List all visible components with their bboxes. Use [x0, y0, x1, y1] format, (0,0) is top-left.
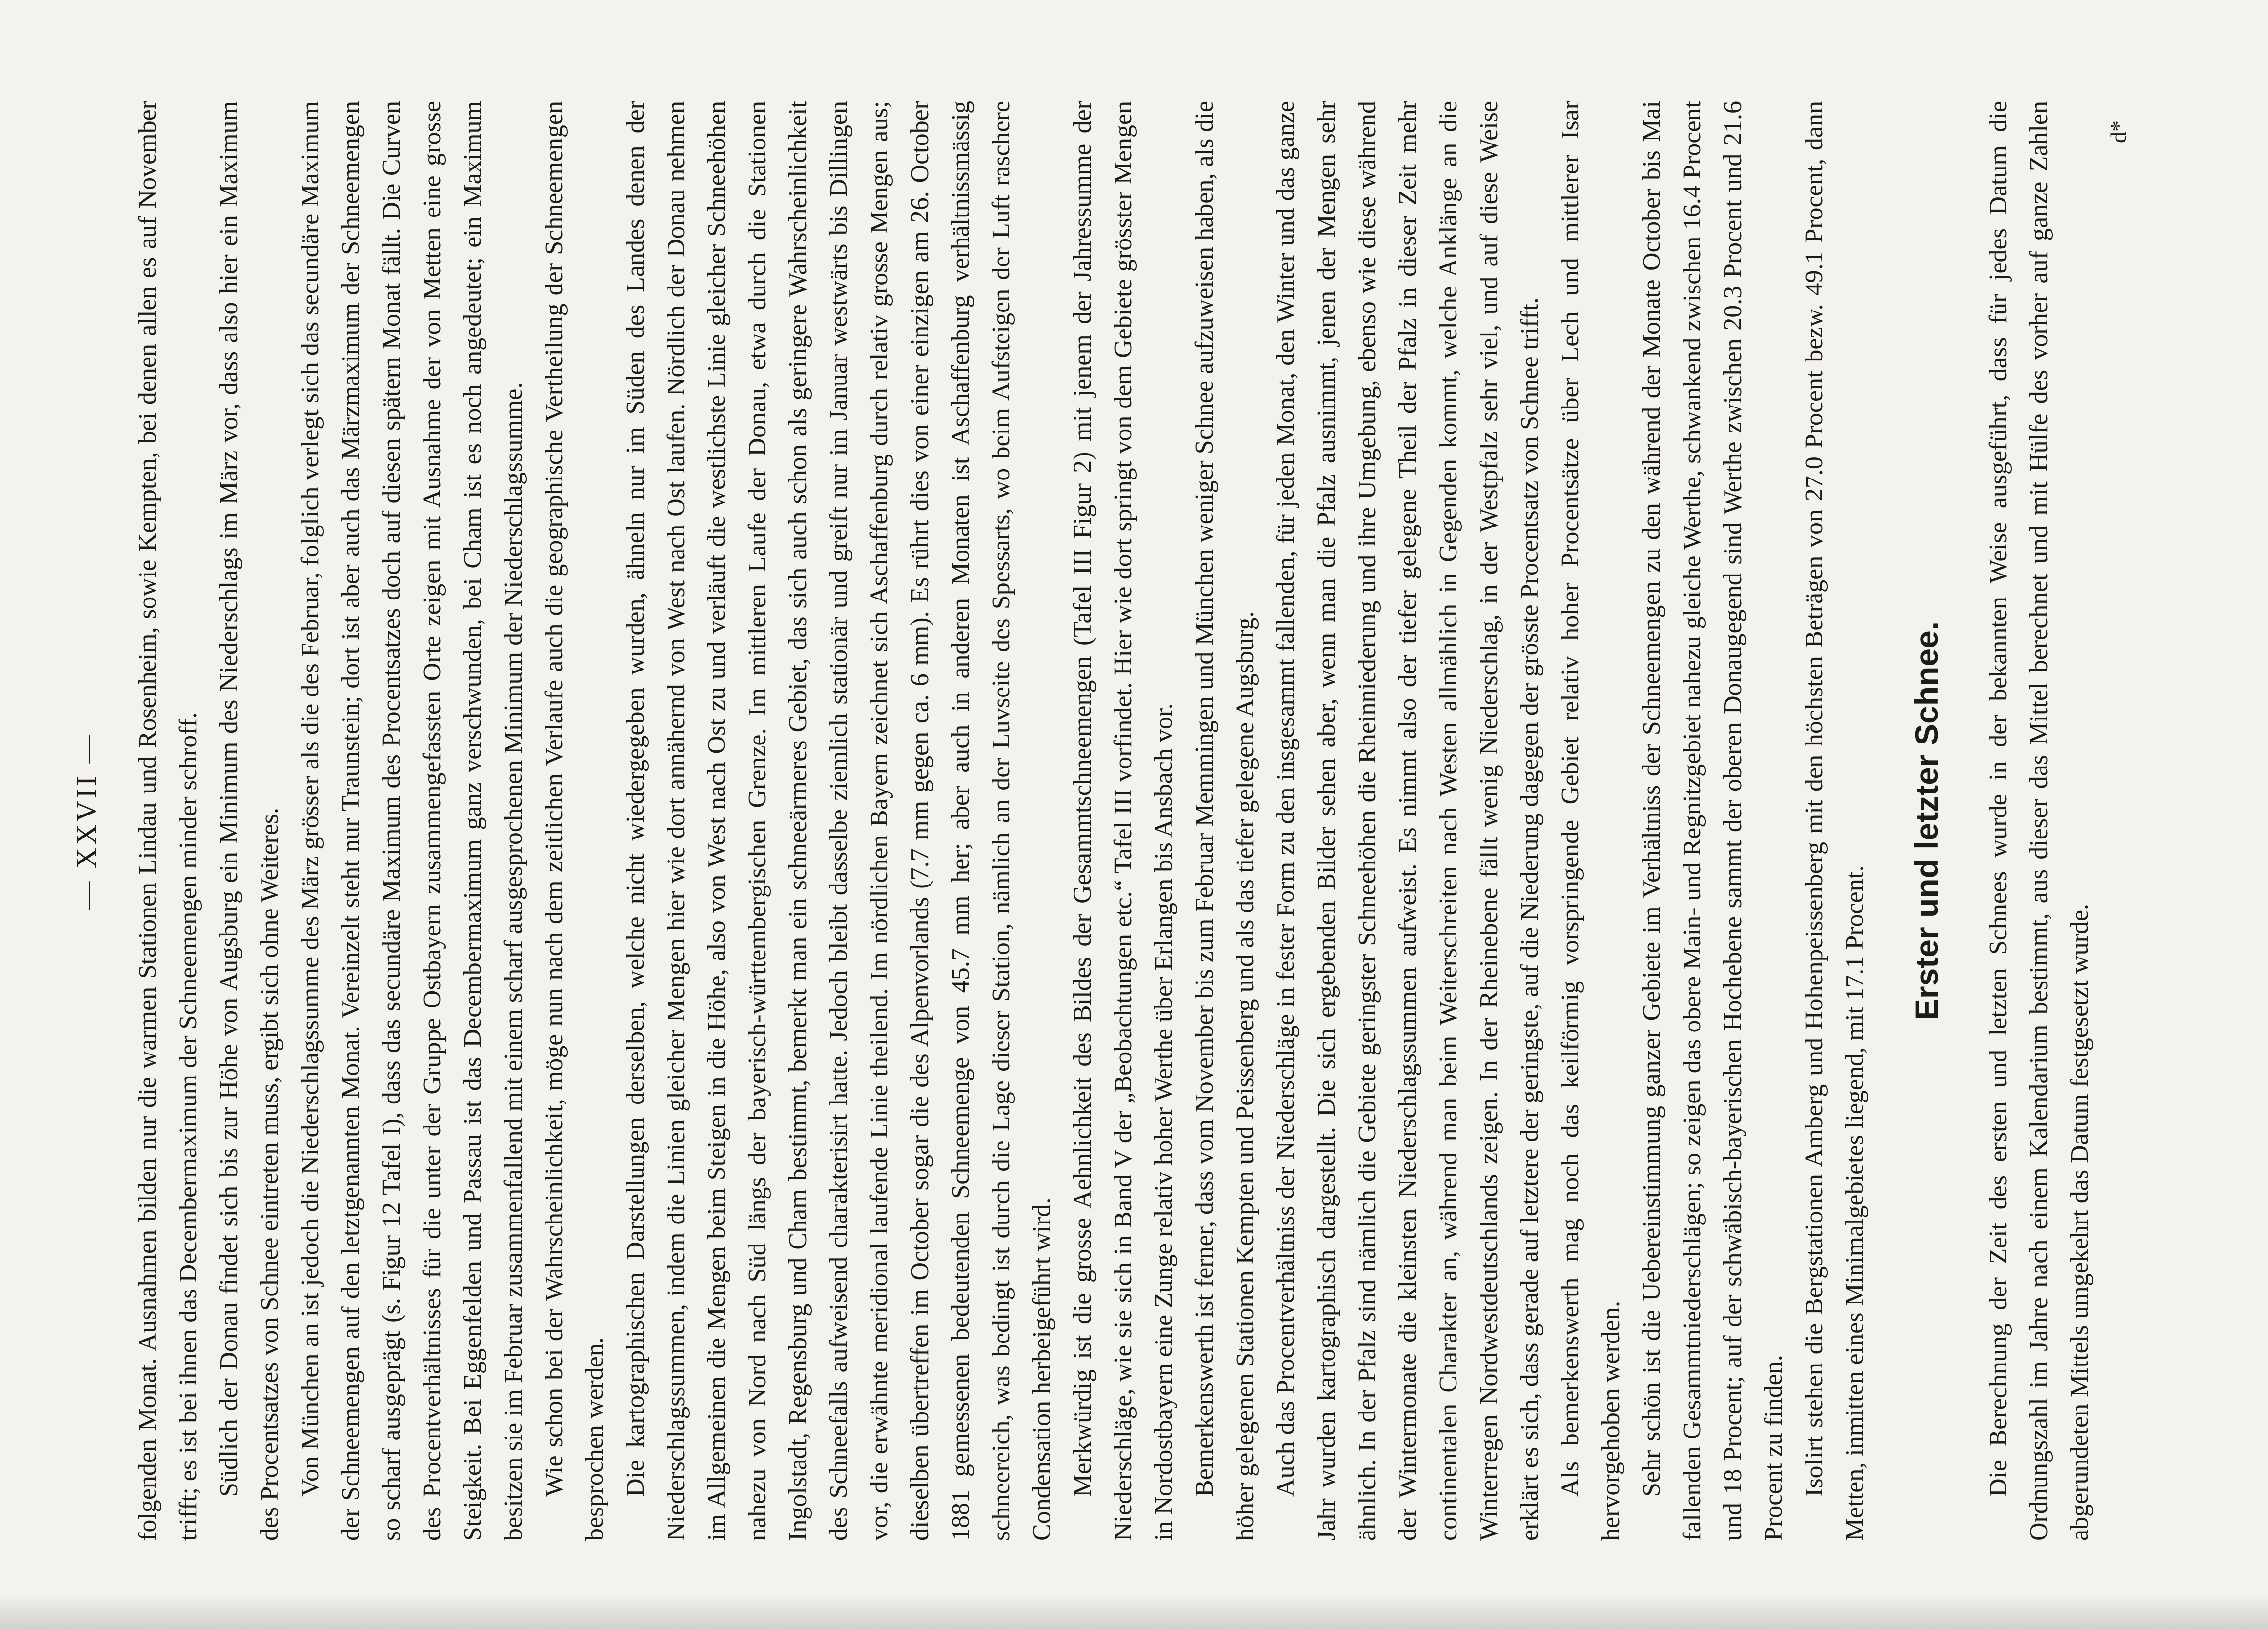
paragraph-6: Merkwürdig ist die grosse Aehnlichkeit des Bildes der Gesammtschneemengen (Tafel III Figur 2) mit jenem der Jahressumme der Niederschläge, wie sie sich in Band V der „Beobachtungen etc.“ Tafel III vorfindet. Hier wie dort springt von dem Gebiete grösster Mengen in Nordostbayern eine Zunge relativ hoher Werthe über Erlangen bis Ansbach vor. — [1069, 101, 1178, 1541]
paragraph-11: Isolirt stehen die Bergstationen Amberg und Hohenpeissenberg mit den höchsten Beträgen von 27.0 Procent bezw. 49.1 Procent, dann Metten, inmitten eines Minimalgebietes liegend, mit 17.1 Procent. — [1800, 101, 1869, 1541]
page-number: — XXVII — — [71, 732, 102, 910]
signature-mark: d* — [2106, 120, 2131, 143]
paragraph-1: folgenden Monat. Ausnahmen bilden nur die warmen Stationen Lindau und Rosenheim, sowie Kempten, bei denen allen es auf November trifft; es ist bei ihnen das Decembermaximum der Schneemengen minder schroff. — [134, 101, 202, 1541]
section-heading: Erster und letzter Schnee. — [1909, 621, 1945, 1021]
paragraph-2: Südlich der Donau findet sich bis zur Höhe von Augsburg ein Minimum des Niederschlags im März vor, dass also hier ein Maximum des Procentsatzes von Schnee eintreten muss, ergibt sich ohne Weiteres. — [215, 101, 284, 1541]
paragraph-7: Bemerkenswerth ist ferner, dass vom November bis zum Februar Memmingen und München weniger Schnee aufzuweisen haben, als die höher gelegenen Stationen Kempten und Peissenberg und als das tiefer gelegene Augsburg. — [1191, 101, 1259, 1541]
paragraph-9: Als bemerkenswerth mag noch das keilförmig vorspringende Gebiet relativ hoher Procentsätze über Lech und mittlerer Isar hervorgehoben werden. — [1556, 101, 1625, 1541]
closing-paragraph: Die Berechnung der Zeit des ersten und letzten Schnees wurde in der bekannten Weise ausgeführt, dass für jedes Datum die Ordnungszahl im Jahre nach einem Kalendarium bestimmt, aus dieser das Mittel berechnet und mit Hülfe des vorher auf ganze Zahlen abgerundeten Mittels umgekehrt das Datum festgesetzt wurde. — [1984, 101, 2094, 1541]
paragraph-4: Wie schon bei der Wahrscheinlichkeit, möge nun nach dem zeitlichen Verlaufe auch die geographische Vertheilung der Schneemengen besprochen werden. — [540, 101, 609, 1541]
scan-edge-shadow — [0, 1595, 2268, 1629]
paragraph-5: Die kartographischen Darstellungen derselben, welche nicht wiedergegeben wurden, ähneln nur im Süden des Landes denen der Niederschlagssummen, indem die Linien gleicher Mengen hier wie dort annähernd von West nach Ost laufen. Nördlich der Donau nehmen im Allgemeinen die Mengen beim Steigen in die Höhe, also von West nach Ost zu und verläuft die westlichste Linie gleicher Schneehöhen nahezu von Nord nach Süd längs der bayerisch-württembergischen Grenze. Im mittleren Laufe der Donau, etwa durch die Stationen Ingolstadt, Regensburg und Cham bestimmt, bemerkt man ein schneeärmeres Gebiet, das sich auch schon als geringere Wahrscheinlichkeit des Schneefalls aufweisend charakterisirt hatte. Jedoch bleibt dasselbe ziemlich stationär und greift nur im Januar westwärts bis Dillingen vor, die erwähnte meridional laufende Linie theilend. Im nördlichen Bayern zeichnet sich Aschaffenburg durch relativ grosse Mengen aus; dieselben übertreffen im October sogar die des Alpenvorlands (7.7 mm gegen ca. 6 mm). Es rührt dies von einer einzigen am 26. October 1881 gemessenen bedeutenden Schneemenge von 45.7 mm her; aber auch in anderen Monaten ist Aschaffenburg verhältnissmässig schneereich, was bedingt ist durch die Lage dieser Station, nämlich an der Luvseite des Spessarts, wo beim Aufsteigen der Luft raschere Condensation herbeigeführt wird. — [621, 101, 1056, 1541]
document-page — [66, 101, 2133, 1541]
paragraph-3: Von München an ist jedoch die Niederschlagssumme des März grösser als die des Februar, folglich verlegt sich das secundäre Maximum der Schneemengen auf den letztgenannten Monat. Vereinzelt steht nur Traunstein; dort ist aber auch das Märzmaximum der Schneemengen so scharf ausgeprägt (s. Figur 12 Tafel I), dass das secundäre Maximum des Procentsatzes doch auf diesen spätern Monat fällt. Die Curven des Procentverhältnisses für die unter der Gruppe Ostbayern zusammengefassten Orte zeigen mit Ausnahme der von Metten eine grosse Steigkeit. Bei Eggenfelden und Passau ist das Decembermaximum ganz verschwunden, bei Cham ist es noch angedeutet; ein Maximum besitzen sie im Februar zusammenfallend mit einem scharf ausgesprochenen Minimum der Niederschlagssumme. — [296, 101, 527, 1541]
paragraph-10: Sehr schön ist die Uebereinstimmung ganzer Gebiete im Verhältniss der Schneemengen zu den während der Monate October bis Mai fallenden Gesammtniederschlägen; so zeigen das obere Main- und Regnitzgebiet nahezu gleiche Werthe, schwankend zwischen 16.4 Procent und 18 Procent; auf der schwäbisch-bayerischen Hochebene sammt der oberen Donaugegend sind Werthe zwischen 20.3 Procent und 21.6 Procent zu finden. — [1638, 101, 1788, 1541]
paragraph-8: Auch das Procentverhältniss der Niederschläge in fester Form zu den insgesammt fallenden, für jeden Monat, den Winter und das ganze Jahr wurden kartographisch dargestellt. Die sich ergebenden Bilder sehen aber, wenn man die Pfalz ausnimmt, jenen der Mengen sehr ähnlich. In der Pfalz sind nämlich die Gebiete geringster Schneehöhen die Rheinniederung und ihre Umgebung, ebenso wie diese während der Wintermonate die kleinsten Niederschlagssummen aufweist. Es nimmt also der tiefer gelegene Theil der Pfalz in dieser Zeit mehr continentalen Charakter an, während man beim Weiterschreiten nach Westen allmählich in Gegenden kommt, welche Anklänge an die Winterregen Nordwestdeutschlands zeigen. In der Rheinebene fällt wenig Niederschlag, in der Westpfalz sehr viel, und auf diese Weise erklärt es sich, dass gerade auf letztere der geringste, auf die Niederung dagegen der grösste Procentsatz von Schnee trifft. — [1272, 101, 1544, 1541]
